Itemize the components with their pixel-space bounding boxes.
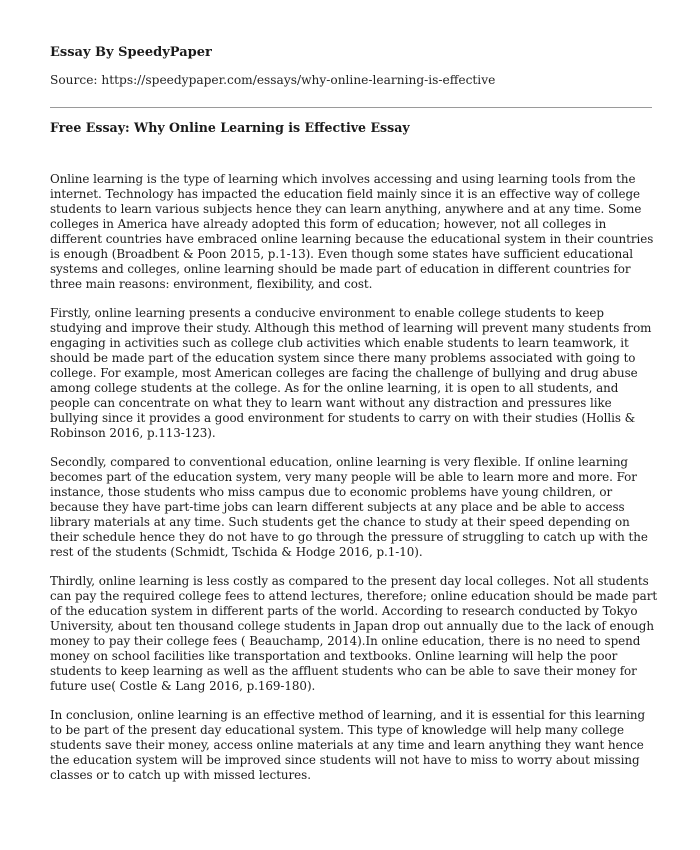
source-line: Source: https://speedypaper.com/essays/why-online-learning-is-effective	[50, 73, 496, 87]
essay-title: Free Essay: Why Online Learning is Effective Essay	[50, 120, 410, 135]
essay-body	[50, 172, 658, 797]
site-title: Essay By SpeedyPaper	[50, 45, 212, 60]
header-divider	[50, 107, 652, 108]
paragraph-cost: Thirdly, online learning is less costly as compared to the present day local colleges. Not all students can pay the required college fees to attend lectures, therefore; online education should be made part of the education system in different parts of the world. According to research conducted by Tokyo University, about ten thousand college students in Japan drop out annually due to the lack of enough money to pay their college fees ( Beauchamp, 2014).In online education, there is no need to spend money on school facilities like transportation and textbooks. Online learning will help the poor students to keep learning as well as the affluent students who can be able to save their money for future use( Costle & Lang 2016, p.169-180).	[50, 574, 658, 693]
paragraph-intro: Online learning is the type of learning which involves accessing and using learning tools from the internet. Technology has impacted the education field mainly since it is an effective way of college students to learn various subjects hence they can learn anything, anywhere and at any time. Some colleges in America have already adopted this form of education; however, not all colleges in different countries have embraced online learning because the educational system in their countries is enough (Broadbent & Poon 2015, p.1-13). Even though some states have sufficient educational systems and colleges, online learning should be made part of education in different countries for three main reasons: environment, flexibility, and cost.	[50, 172, 654, 291]
paragraph-conclusion: In conclusion, online learning is an effective method of learning, and it is essential for this learning to be part of the present day educational system. This type of knowledge will help many college students save their money, access online materials at any time and learn anything they want hence the education system will be improved since students will not have to miss to worry about missing classes or to catch up with missed lectures.	[50, 708, 646, 782]
paragraph-environment: Firstly, online learning presents a conducive environment to enable college students to keep studying and improve their study. Although this method of learning will prevent many students from engaging in activities such as college club activities which enable students to learn teamwork, it should be made part of the education system since there many problems associated with going to college. For example, most American colleges are facing the challenge of bullying and drug abuse among college students at the college. As for the online learning, it is open to all students, and people can concentrate on what they to learn want without any distraction and pressures like bullying since it provides a good environment for students to carry on with their studies (Hollis & Robinson 2016, p.113-123).	[50, 306, 652, 440]
paragraph-flexibility: Secondly, compared to conventional education, online learning is very flexible. If online learning becomes part of the education system, very many people will be able to learn more and more. For instance, those students who miss campus due to economic problems have young children, or because they have part-time jobs can learn different subjects at any place and be able to access library materials at any time. Such students get the chance to study at their speed depending on their schedule hence they do not have to go through the pressure of struggling to catch up with the rest of the students (Schmidt, Tschida & Hodge 2016, p.1-10).	[50, 455, 648, 559]
document-header	[50, 44, 660, 88]
